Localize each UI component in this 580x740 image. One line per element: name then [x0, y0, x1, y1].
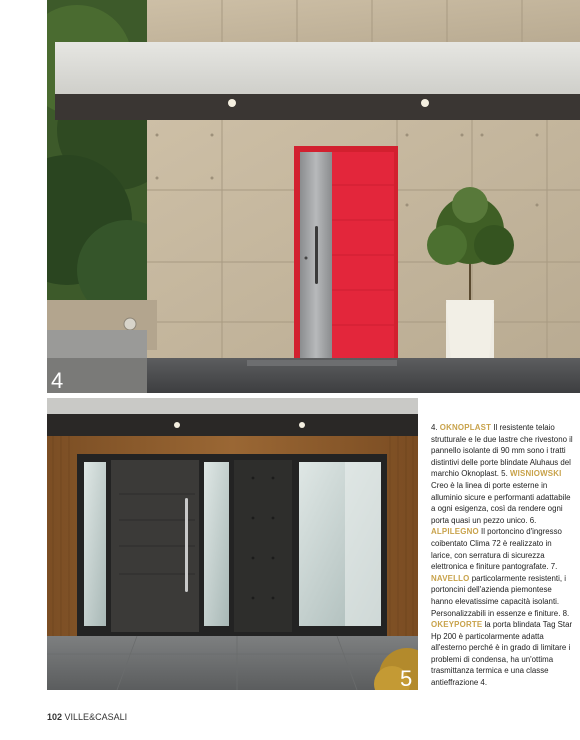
caption-number: 7. [548, 562, 558, 572]
caption-text [431, 422, 574, 689]
photo-number-5: 5 [400, 666, 413, 690]
caption-brand: OKNOPLAST [439, 423, 492, 432]
caption-body: Il resistente telaio strutturale e le due lastre che rivestono il pannello isolante di 90 mm sono i tratti distintivi delle porte blindate Aluhaus del marchio Oknoplast. [431, 423, 573, 479]
caption-column [431, 422, 574, 689]
red-door-illustration [47, 0, 580, 393]
caption-body: particolarmente resistenti, i portoncini dell'azienda piemontese hanno elevatissime capacità isolanti. Personalizzabili in essenze e finiture. [431, 573, 566, 618]
page-footer [47, 712, 127, 722]
caption-number: 4. [431, 423, 438, 432]
caption-brand: NAVELLO [431, 573, 470, 583]
caption-brand: ALPILEGNO [431, 527, 479, 537]
caption-body: Il portoncino d'ingresso coibentato Clima 72 è realizzato in larice, con serratura di sicurezza elettronica e finiture pantografate. [431, 527, 562, 572]
caption-body: Creo è la linea di porte esterne in alluminio sicure e performanti adattabile a ogni esigenza, così da rendere ogni porta quasi un pezzo unico. [431, 480, 571, 525]
caption-brand: OKEYPORTE [431, 620, 483, 630]
dark-door-illustration [47, 398, 418, 690]
photo-number-4: 4 [51, 368, 64, 393]
photo-red-door-entrance [47, 0, 580, 393]
photo-dark-door-wood-facade [47, 398, 418, 690]
magazine-name: VILLE&CASALI [64, 712, 128, 722]
caption-brand: WISNIOWSKI [509, 469, 562, 479]
caption-body: la porta blindata Tag Star Hp 200 è particolarmente adatta all'esterno perché è in grado di limitare i problemi di condensa, ha un'ottima trasmittanza termica e una classe antieffrazione 4. [431, 620, 573, 688]
caption-number: 8. [560, 608, 570, 618]
caption-number: 6. [527, 515, 537, 525]
caption-number: 5. [498, 469, 508, 479]
page-number: 102 [47, 712, 63, 722]
